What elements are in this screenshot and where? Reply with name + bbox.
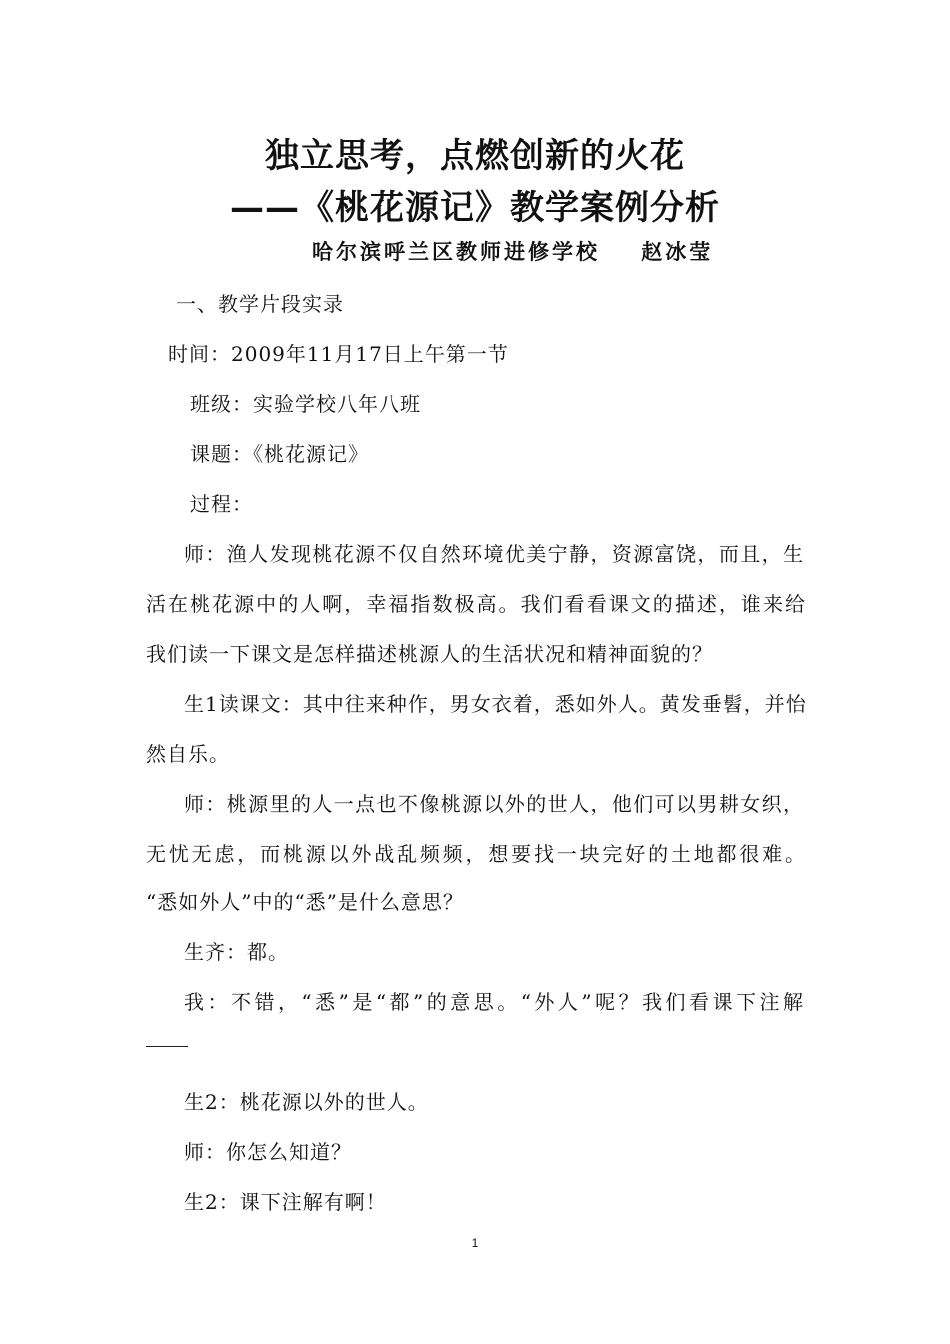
section-heading: 一、教学片段实录 (176, 292, 344, 316)
dialogue-line: 生2：桃花源以外的世人。 (184, 1090, 429, 1114)
info-time: 时间：2009年11月17日上午第一节 (168, 342, 509, 366)
dialogue-line: 师：你怎么知道？ (184, 1140, 352, 1164)
dialogue-line: 生齐：都。 (184, 940, 289, 964)
dialogue-line: 无忧无虑，而桃源以外战乱频频，想要找一块完好的土地都很难。 (146, 842, 806, 866)
document-title: 独立思考，点燃创新的火花 (265, 136, 685, 176)
dialogue-line: 生1读课文：其中往来种作，男女衣着，悉如外人。黄发垂髫，并怡 (184, 692, 807, 716)
page-number: 1 (471, 1236, 479, 1250)
author-line: 哈尔滨呼兰区教师进修学校 赵冰莹 (312, 239, 714, 264)
dialogue-line: 然自乐。 (146, 742, 230, 766)
dialogue-line: “悉如外人”中的“悉”是什么意思？ (146, 890, 464, 914)
dialogue-line: 师：渔人发现桃花源不仅自然环境优美宁静，资源富饶，而且，生 (184, 542, 804, 566)
dialogue-line: 活在桃花源中的人啊，幸福指数极高。我们看看课文的描述，谁来给 (146, 592, 806, 616)
info-process: 过程： (190, 492, 253, 516)
dialogue-line: 我：不错，“悉”是“都”的意思。“外人”呢？我们看课下注解 (184, 990, 804, 1014)
info-topic: 课题：《桃花源记》 (190, 442, 369, 466)
dialogue-line: 师：桃源里的人一点也不像桃源以外的世人，他们可以男耕女织， (184, 792, 804, 816)
dialogue-line: 生2：课下注解有啊！ (184, 1190, 387, 1214)
dash-continuation (146, 1046, 188, 1047)
info-class: 班级：实验学校八年八班 (190, 392, 421, 416)
document-subtitle: ——《桃花源记》教学案例分析 (230, 188, 720, 228)
dialogue-line: 我们读一下课文是怎样描述桃源人的生活状况和精神面貌的？ (146, 642, 713, 666)
